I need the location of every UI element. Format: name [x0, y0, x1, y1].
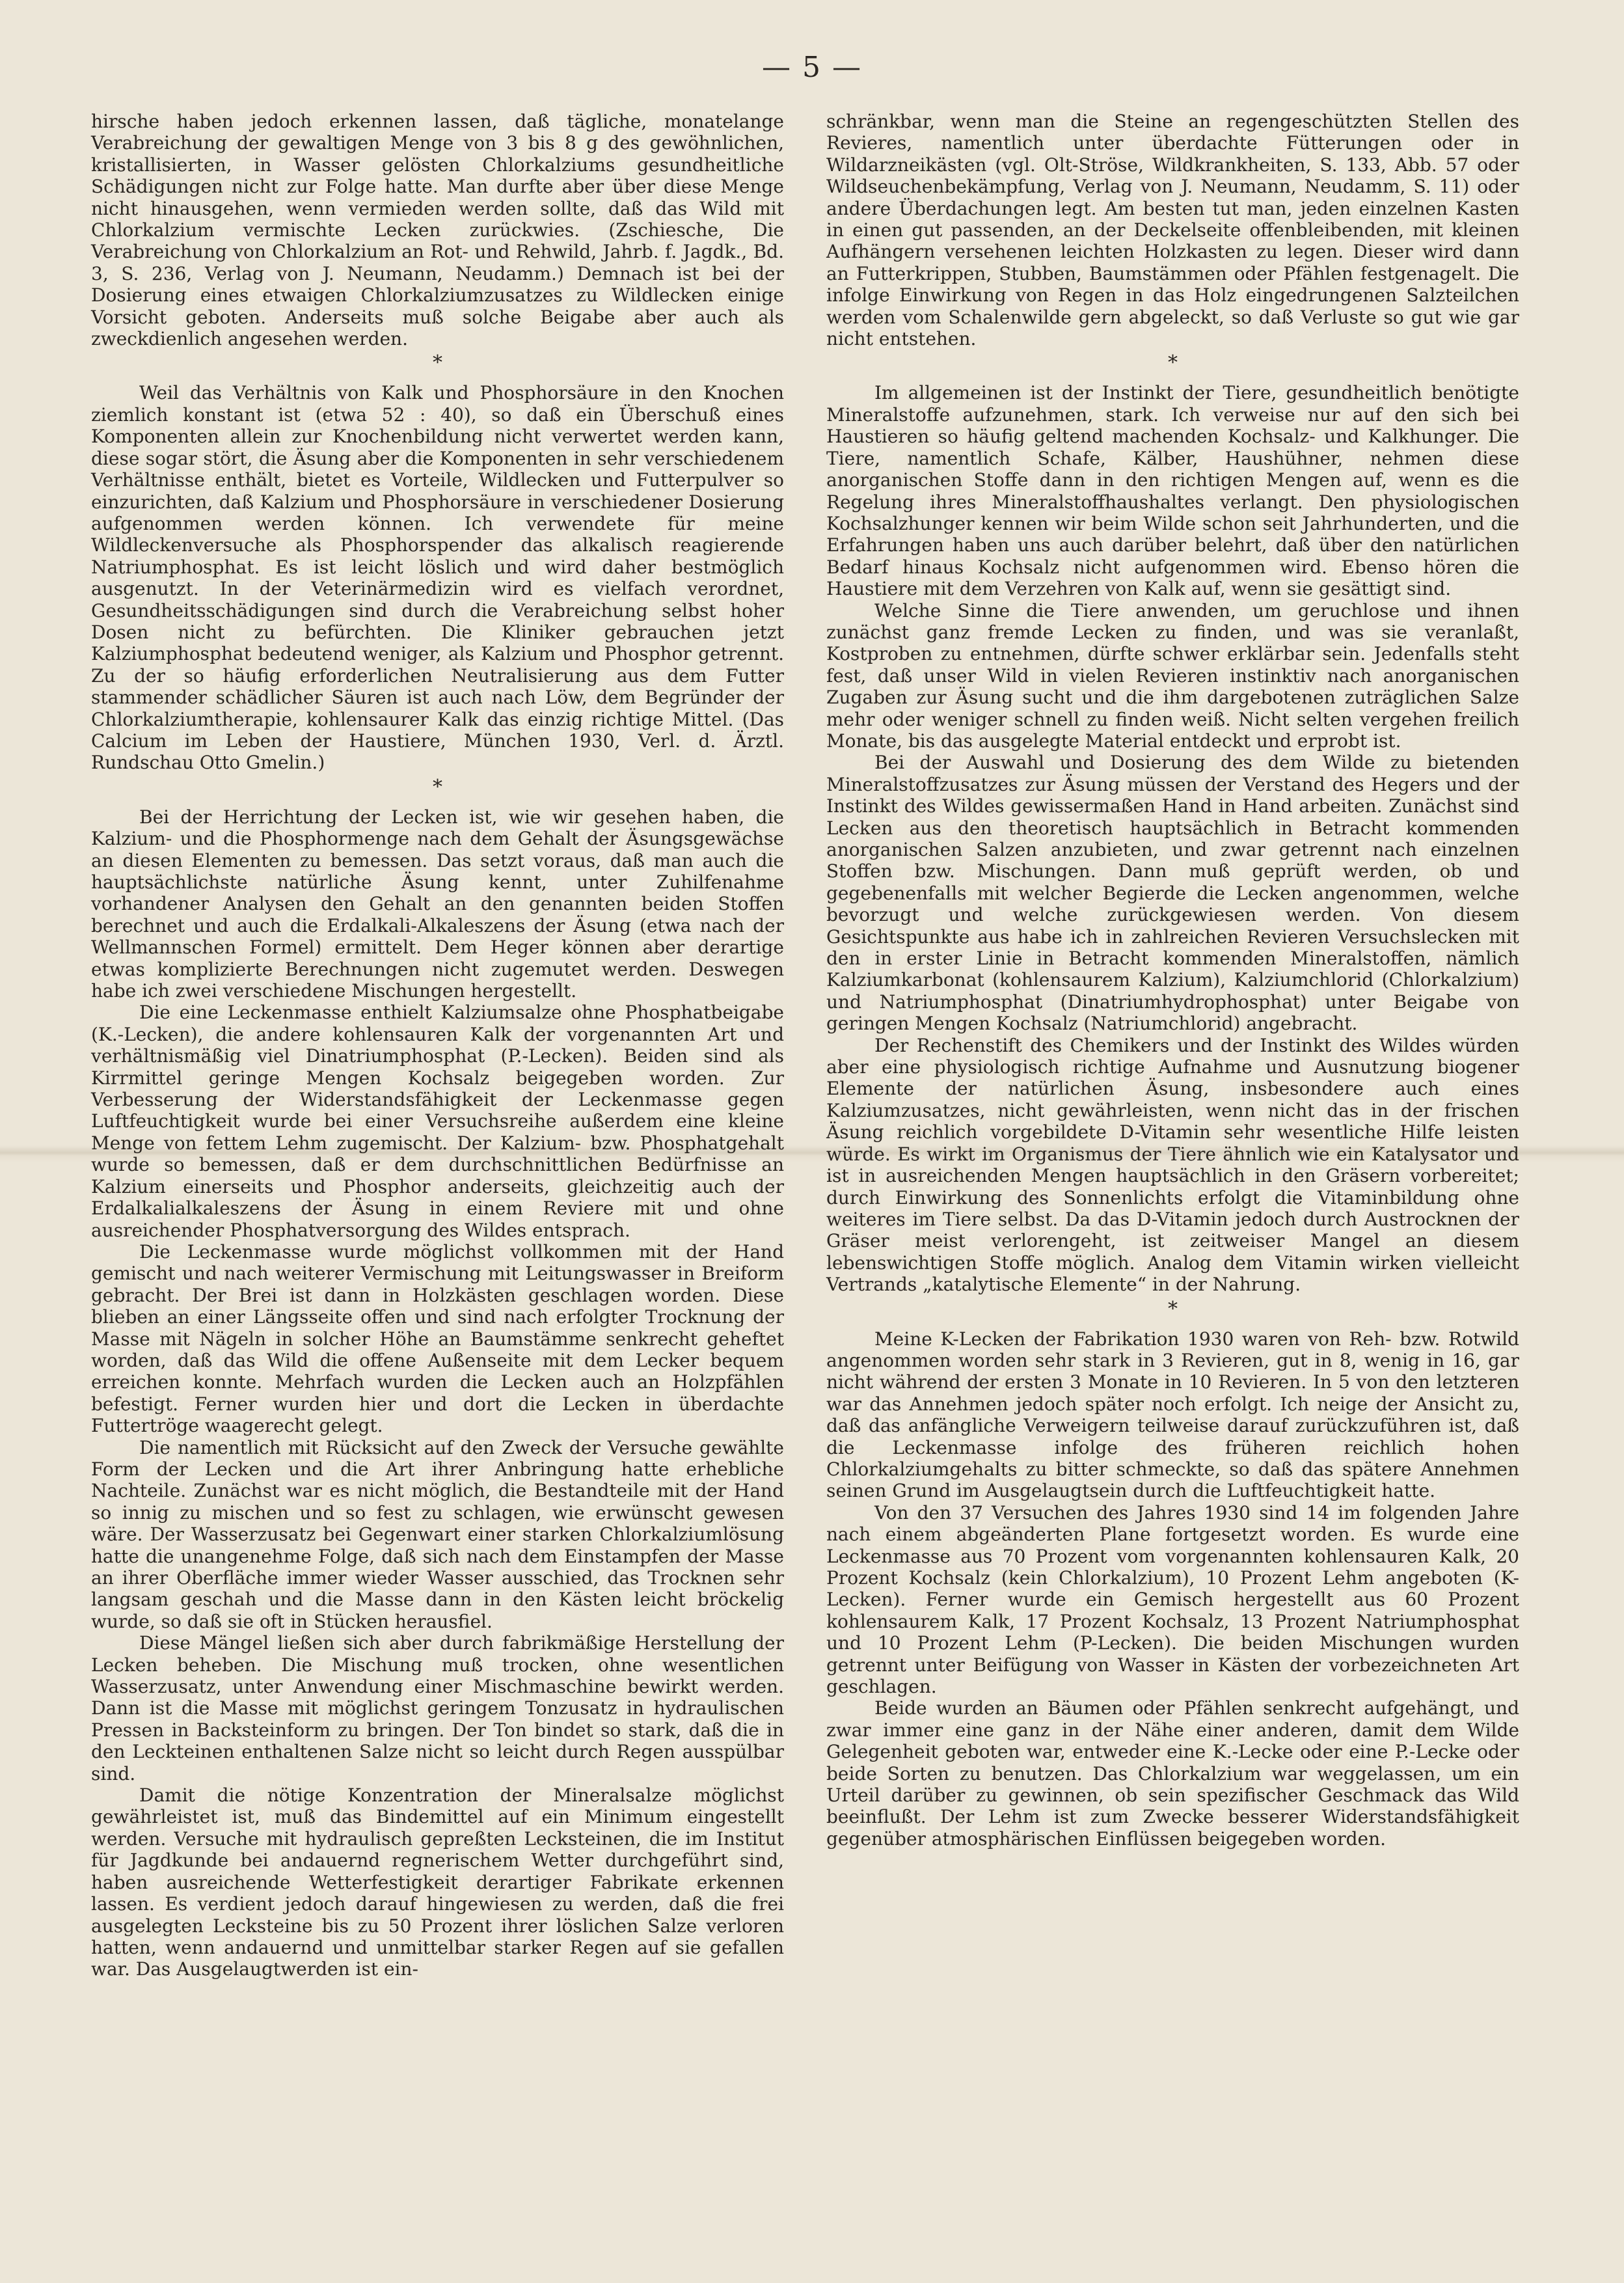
paragraph: Von den 37 Versuchen des Jahres 1930 sind 14 im folgenden Jahre nach einem abgeänderten Plane fortgesetzt worden. Es wurde eine Leckenmasse aus 70 Prozent vom vorgenannten kohlensauren Kalk, 20 Prozent Kochsalz (kein Chlorkalzium), 10 Prozent Lehm angeboten (K-Lecken). Ferner wurde ein Gemisch hergestellt aus 60 Prozent kohlensaurem Kalk, 17 Prozent Kochsalz, 13 Prozent Natriumphosphat und 10 Prozent Lehm (P-Lecken). Die beiden Mischungen wurden getrennt unter Beifügung von Wasser in Kästen der vorbezeichneten Art geschlagen. [826, 1501, 1519, 1698]
paragraph: schränkbar, wenn man die Steine an regengeschützten Stellen des Revieres, namentlich unter überdachte Fütterungen oder in Wildarzneikästen (vgl. Olt-Ströse, Wildkrankheiten, S. 133, Abb. 57 oder Wildseuchenbekämpfung, Verlag von J. Neumann, Neudamm, S. 11) oder andere Überdachungen legt. Am besten tut man, jeden einzelnen Kasten in einen gut passenden, an der Deckelseite offenbleibenden, mit kleinen Aufhängern versehenen leichten Holzkasten zu legen. Dieser wird dann an Futterkrippen, Stubben, Baumstämmen oder Pfählen festgenagelt. Die infolge Einwirkung von Regen in das Holz eingedrungenen Salzteilchen werden vom Schalenwilde gern abgeleckt, so daß Verluste so gut wie gar nicht entstehen. [826, 111, 1519, 350]
paragraph: Die eine Leckenmasse enthielt Kalziumsalze ohne Phosphatbeigabe (K.-Lecken), die andere kohlensauren Kalk der vorgenannten Art und verhältnismäßig viel Dinatriumphosphat (P.-Lecken). Beiden sind als Kirrmittel geringe Mengen Kochsalz beigegeben worden. Zur Verbesserung der Widerstandsfähigkeit der Leckenmasse gegen Luftfeuchtigkeit wurde bei einer Versuchsreihe außerdem eine kleine Menge von fettem Lehm zugemischt. Der Kalzium- bzw. Phosphatgehalt wurde so bemessen, daß er dem durchschnittlichen Bedürfnisse an Kalzium einerseits und Phosphor anderseits, gleichzeitig auch der Erdalkalialkaleszens der Äsung in einem Reviere mit und ohne ausreichender Phosphatversorgung des Wildes entsprach. [91, 1002, 784, 1241]
paragraph: Die Leckenmasse wurde möglichst vollkommen mit der Hand gemischt und nach weiterer Vermischung mit Leitungswasser in Breiform gebracht. Der Brei ist dann in Holzkästen geschlagen worden. Diese blieben an einer Längsseite offen und sind nach erfolgter Trocknung der Masse mit Nägeln in solcher Höhe an Baumstämme senkrecht geheftet worden, daß das Wild die offene Außenseite mit dem Lecker bequem erreichen konnte. Mehrfach wurden die Lecken auch an Holzpfählen befestigt. Ferner wurden hier und dort die Lecken in überdachte Futtertröge waagerecht gelegt. [91, 1240, 784, 1437]
paragraph: Welche Sinne die Tiere anwenden, um geruchlose und ihnen zunächst ganz fremde Lecken zu finden, und was sie veranlaßt, Kostproben zu entnehmen, dürfte schwer erklärbar sein. Jedenfalls steht fest, daß unser Wild in vielen Revieren instinktiv nach anorganischen Zugaben zur Äsung sucht und die ihm dargebotenen zuträglichen Salze mehr oder weniger schnell zu finden weiß. Nicht selten vergehen freilich Monate, bis das ausgelegte Material entdeckt und erprobt ist. [826, 599, 1519, 752]
paragraph: Weil das Verhältnis von Kalk und Phosphorsäure in den Knochen ziemlich konstant ist (etwa 52 : 40), so daß ein Überschuß eines Komponenten allein zur Knochenbildung nicht verwertet werden kann, diese sogar stört, die Äsung aber die Komponenten in sehr verschiedenem Verhältnisse enthält, bietet es Vorteile, Wildlecken und Futterpulver so einzurichten, daß Kalzium und Phosphorsäure in verschiedener Dosierung aufgenommen werden können. Ich verwendete für meine Wildleckenversuche als Phosphorspender das alkalisch reagierende Natriumphosphat. Es ist leicht löslich und wird daher bestmöglich ausgenutzt. In der Veterinärmedizin wird es vielfach verordnet, Gesundheitsschädigungen sind durch die Verabreichung selbst hoher Dosen nicht zu befürchten. Die Kliniker gebrauchen jetzt Kalziumphosphat bedeutend weniger, als Kalzium und Phosphor getrennt. Zu der so häufig erforderlichen Neutralisierung aus dem Futter stammender schädlicher Säuren ist auch nach Löw, dem Begründer der Chlorkalziumtherapie, kohlensaurer Kalk das einzig richtige Mittel. (Das Calcium im Leben der Haustiere, München 1930, Verl. d. Ärztl. Rundschau Otto Gmelin.) [91, 382, 784, 774]
paragraph: Beide wurden an Bäumen oder Pfählen senkrecht aufgehängt, und zwar immer eine ganz in der Nähe einer anderen, damit dem Wilde Gelegenheit geboten war, entweder eine K.-Lecke oder eine P.-Lecke oder beide Sorten zu benutzen. Das Chlorkalzium war weggelassen, um ein Urteil darüber zu gewinnen, ob sein spezifischer Geschmack das Wild beeinflußt. Der Lehm ist zum Zwecke besserer Widerstandsfähigkeit gegenüber atmosphärischen Einflüssen beigegeben worden. [826, 1697, 1519, 1850]
paragraph: Bei der Herrichtung der Lecken ist, wie wir gesehen haben, die Kalzium- und die Phosphormenge nach dem Gehalt der Äsungsgewächse an diesen Elementen zu bemessen. Das setzt voraus, daß man auch die hauptsächlichste natürliche Äsung kennt, unter Zuhilfenahme vorhandener Analysen den Gehalt an den genannten beiden Stoffen berechnet und auch die Erdalkali-Alkaleszens der Äsung (etwa nach der Wellmannschen Formel) ermittelt. Dem Heger können aber derartige etwas komplizierte Berechnungen nicht zugemutet werden. Deswegen habe ich zwei verschiedene Mischungen hergestellt. [91, 806, 784, 1002]
section-separator: * [1168, 351, 1178, 375]
right-column [826, 111, 1519, 1850]
paragraph: Damit die nötige Konzentration der Mineralsalze möglichst gewährleistet ist, muß das Bindemittel auf ein Minimum eingestellt werden. Versuche mit hydraulisch gepreßten Lecksteinen, die im Institut für Jagdkunde bei andauernd regnerischem Wetter durchgeführt sind, haben ausreichende Wetterfestigkeit derartiger Fabrikate erkennen lassen. Es verdient jedoch darauf hingewiesen zu werden, daß die frei ausgelegten Lecksteine bis zu 50 Prozent ihrer löslichen Salze verloren hatten, wenn andauernd und unmittelbar starker Regen auf sie gefallen war. Das Ausgelaugtwerden ist ein- [91, 1784, 784, 1980]
section-separator: * [433, 775, 442, 799]
paragraph: hirsche haben jedoch erkennen lassen, daß tägliche, monatelange Verabreichung der gewaltigen Menge von 3 bis 8 g des gewöhnlichen, kristallisierten, in Wasser gelösten Chlorkalziums gesundheitliche Schädigungen nicht zur Folge hatte. Man durfte aber über diese Menge nicht hinausgehen, wenn vermieden werden sollte, daß das Wild mit Chlorkalzium vermischte Lecken zurückwies. (Zschiesche, Die Verabreichung von Chlorkalzium an Rot- und Rehwild, Jahrb. f. Jagdk., Bd. 3, S. 236, Verlag von J. Neumann, Neudamm.) Demnach ist bei der Dosierung eines etwaigen Chlorkalziumzusatzes zu Wildlecken einige Vorsicht geboten. Anderseits muß solche Beigabe aber auch als zweckdienlich angesehen werden. [91, 111, 784, 350]
paragraph: Die namentlich mit Rücksicht auf den Zweck der Versuche gewählte Form der Lecken und die Art ihrer Anbringung hatte erhebliche Nachteile. Zunächst war es nicht möglich, die Bestandteile mit der Hand so innig zu mischen und so fest zu schlagen, wie erwünscht gewesen wäre. Der Wasserzusatz bei Gegenwart einer starken Chlorkalziumlösung hatte die unangenehme Folge, daß sich nach dem Einstampfen der Masse an ihrer Oberfläche immer wieder Wasser ausschied, das Trocknen sehr langsam geschah und die Masse dann in den Kästen leicht bröckelig wurde, so daß sie oft in Stücken herausfiel. [91, 1436, 784, 1632]
section-separator: * [433, 351, 442, 375]
page-number: — 5 — [762, 51, 862, 84]
left-column [91, 111, 784, 1980]
paragraph: Der Rechenstift des Chemikers und der Instinkt des Wildes würden aber eine physiologisch richtige Aufnahme und Ausnutzung biogener Elemente der natürlichen Äsung, insbesondere auch eines Kalziumzusatzes, nicht gewährleisten, wenn nicht das in der frischen Äsung reichlich vorgebildete D-Vitamin sehr wesentliche Hilfe leisten würde. Es wirkt im Organismus der Tiere ähnlich wie ein Katalysator und ist in ausreichenden Mengen hauptsächlich in den Gräsern vorbereitet; durch Einwirkung des Sonnenlichts erfolgt die Vitaminbildung ohne weiteres im Tiere selbst. Da das D-Vitamin jedoch durch Austrocknen der Gräser meist verlorengeht, ist zeitweiser Mangel an diesem lebenswichtigen Stoffe möglich. Analog dem Vitamin wirken vielleicht Vertrands „katalytische Elemente“ in der Nahrung. [826, 1034, 1519, 1296]
paragraph: Meine K-Lecken der Fabrikation 1930 waren von Reh- bzw. Rotwild angenommen worden sehr stark in 3 Revieren, gut in 8, wenig in 16, gar nicht während der ersten 3 Monate in 10 Revieren. In 5 von den letzteren war das Annehmen jedoch später noch erfolgt. Ich neige der Ansicht zu, daß das anfängliche Verweigern teilweise darauf zurückzuführen ist, daß die Leckenmasse infolge des früheren reichlich hohen Chlorkalziumgehalts zu bitter schmeckte, so daß das spätere Annehmen seinen Grund im Ausgelaugtsein durch die Luftfeuchtigkeit hatte. [826, 1328, 1519, 1502]
paragraph: Im allgemeinen ist der Instinkt der Tiere, gesundheitlich benötigte Mineralstoffe aufzunehmen, stark. Ich verweise nur auf den sich bei Haustieren so häufig geltend machenden Kochsalz- und Kalkhunger. Die Tiere, namentlich Schafe, Kälber, Haushühner, nehmen diese anorganischen Stoffe dann in den richtigen Mengen auf, wenn es die Regelung ihres Mineralstoffhaushaltes verlangt. Den physiologischen Kochsalzhunger kennen wir beim Wilde schon seit Jahrhunderten, und die Erfahrungen haben uns auch darüber belehrt, daß über den natürlichen Bedarf hinaus Kochsalz nicht aufgenommen wird. Ebenso hören die Haustiere mit dem Verzehren von Kalk auf, wenn sie gesättigt sind. [826, 382, 1519, 600]
paragraph: Diese Mängel ließen sich aber durch fabrikmäßige Herstellung der Lecken beheben. Die Mischung muß trocken, ohne wesentlichen Wasserzusatz, unter Anwendung einer Mischmaschine bewirkt werden. Dann ist die Masse mit möglichst geringem Tonzusatz in hydraulischen Pressen in Backsteinform zu bringen. Der Ton bindet so stark, daß die in den Leckteinen enthaltenen Salze nicht so leicht durch Regen ausspülbar sind. [91, 1632, 784, 1784]
section-separator: * [1168, 1297, 1178, 1320]
paragraph: Bei der Auswahl und Dosierung des dem Wilde zu bietenden Mineralstoffzusatzes zur Äsung müssen der Verstand des Hegers und der Instinkt des Wildes gewissermaßen Hand in Hand arbeiten. Zunächst sind Lecken aus den theoretisch hauptsächlich in Betracht kommenden anorganischen Salzen anzubieten, und zwar getrennt nach einzelnen Stoffen bzw. Mischungen. Dann muß geprüft werden, ob und gegebenenfalls mit welcher Begierde die Lecken angenommen, welche bevorzugt und welche zurückgewiesen werden. Von diesem Gesichtspunkte aus habe ich in zahlreichen Revieren Versuchslecken mit den in erster Linie in Betracht kommenden Mineralstoffen, nämlich Kalziumkarbonat (kohlensaurem Kalzium), Kalziumchlorid (Chlorkalzium) und Natriumphosphat (Dinatriumhydrophosphat) unter Beigabe von geringen Mengen Kochsalz (Natriumchlorid) angebracht. [826, 752, 1519, 1035]
